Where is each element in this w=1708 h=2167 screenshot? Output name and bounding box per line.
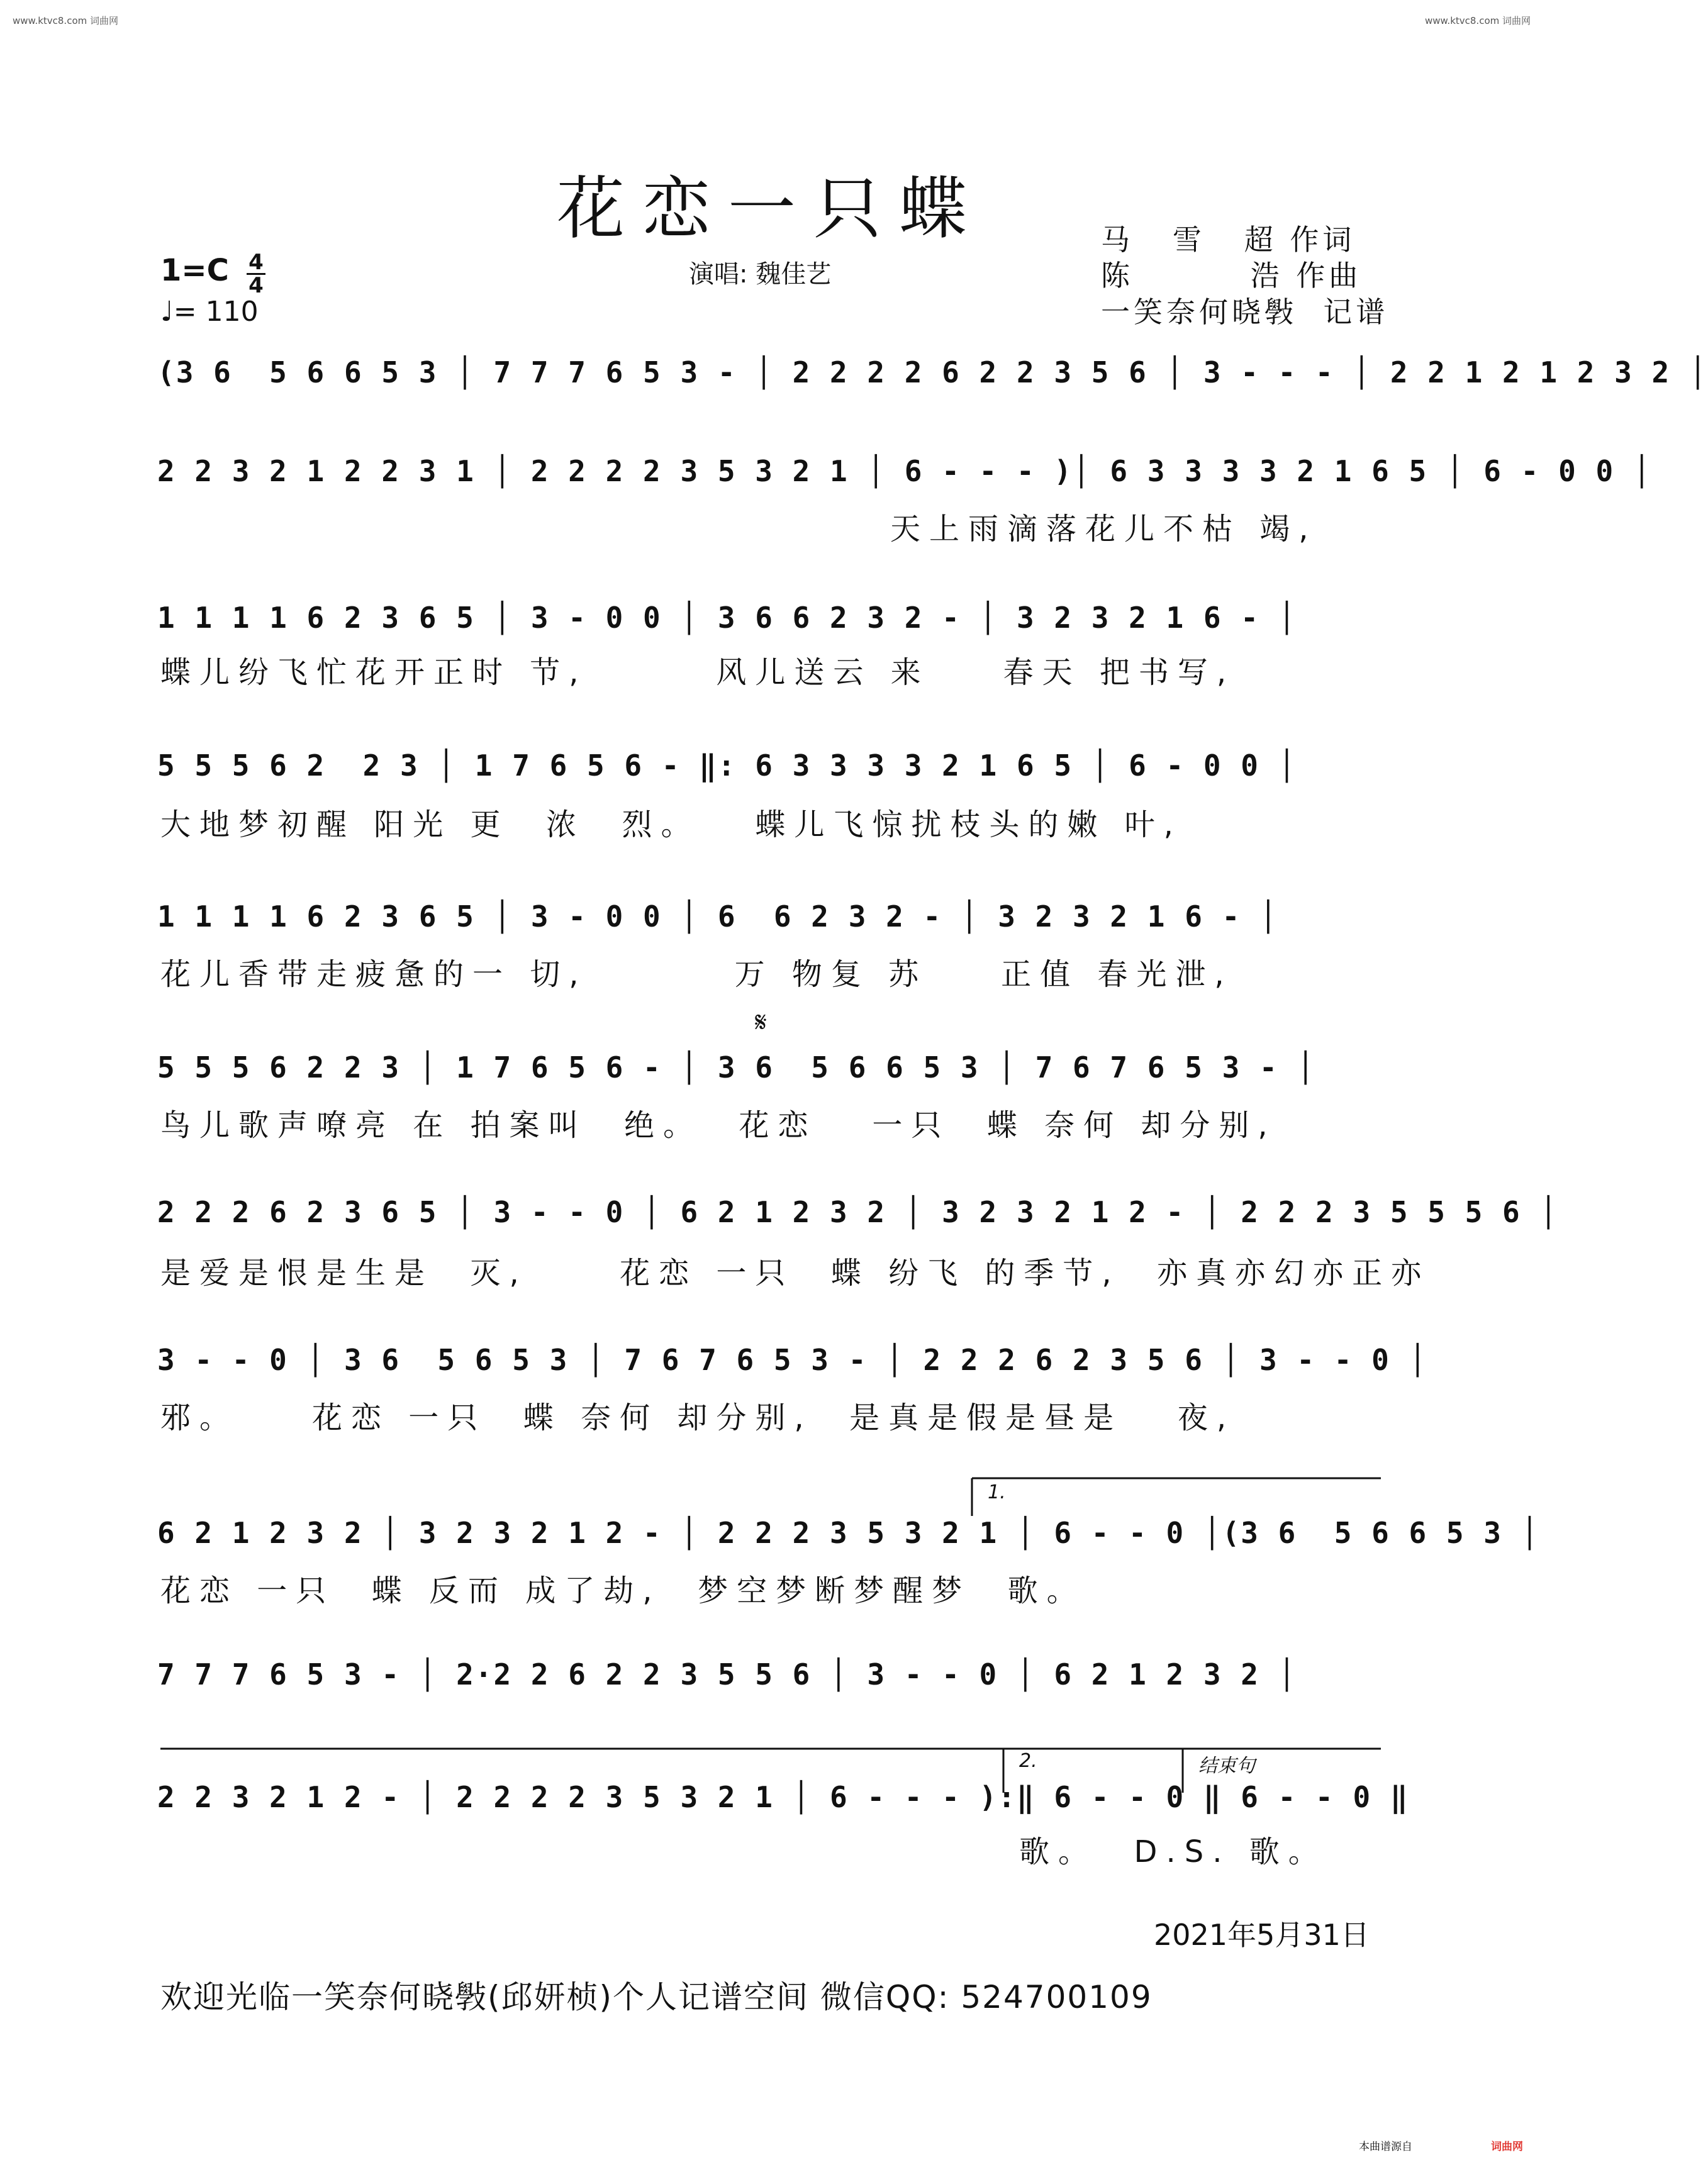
transcription-date: 2021年5月31日 xyxy=(1154,1918,1370,1952)
lyric-line-11: 歌。 D.S. 歌。 xyxy=(1019,1834,1327,1869)
key-signature: 1=C xyxy=(160,253,229,288)
lyric-line-4: 大地梦初醒 阳光 更 浓 烈。 蝶儿飞惊扰枝头的嫩 叶, xyxy=(160,807,1182,842)
time-signature xyxy=(247,252,265,296)
notation-line-5: 1 1 1 1 6 2 3 6 5 │ 3 - 0 0 │ 6 6 2 3 2 - │ 3 2 3 2 1 6 - │ xyxy=(157,900,1278,933)
segno-sign: 𝄋 xyxy=(755,1006,767,1039)
lyricist-credit: 马 雪 超 作词 xyxy=(1101,223,1356,257)
notation-line-3: 1 1 1 1 6 2 3 6 5 │ 3 - 0 0 │ 3 6 6 2 3 2 - │ 3 2 3 2 1 6 - │ xyxy=(157,601,1297,635)
bottom-source-label: 本曲谱源自 xyxy=(1359,2141,1412,2153)
composer-credit: 陈 浩 作曲 xyxy=(1101,259,1362,292)
time-signature-top: 4 xyxy=(248,250,264,275)
notation-line-2: 2 2 3 2 1 2 2 3 1 │ 2 2 2 2 3 5 3 2 1 │ 6 - - - )│ 6 3 3 3 3 2 1 6 5 │ 6 - 0 0 │ xyxy=(157,454,1652,488)
lyric-line-9: 花恋 一只 蝶 反而 成了劫, 梦空梦断梦醒梦 歌。 xyxy=(160,1573,1086,1608)
tempo-mark: ♩= 110 xyxy=(160,296,259,328)
volta-2-label: 2. xyxy=(1019,1750,1037,1772)
notation-line-6: 5 5 5 6 2 2 3 │ 1 7 6 5 6 - │ 3 6 5 6 6 5 3 │ 7 6 7 6 5 3 - │ xyxy=(157,1050,1316,1084)
site-watermark-left: www.ktvc8.com 词曲网 xyxy=(13,15,119,26)
notation-line-11: 2 2 3 2 1 2 - │ 2 2 2 2 3 5 3 2 1 │ 6 - - - ):‖ 6 - - 0 ‖ 6 - - 0 ‖ xyxy=(157,1780,1409,1814)
notation-line-9: 6 2 1 2 3 2 │ 3 2 3 2 1 2 - │ 2 2 2 3 5 3 2 1 │ 6 - - 0 │(3 6 5 6 6 5 3 │ xyxy=(157,1516,1540,1550)
lyric-line-7: 是爱是恨是生是 灭, 花恋 一只 蝶 纷飞 的季节, 亦真亦幻亦正亦 xyxy=(160,1256,1431,1291)
lyric-line-5: 花儿香带走疲惫的一 切, 万 物复 苏 正值 春光泄, xyxy=(160,957,1233,992)
lyric-line-8: 邪。 花恋 一只 蝶 奈何 却分别, 是真是假是昼是 夜, xyxy=(160,1400,1236,1435)
volta-1-label: 1. xyxy=(988,1481,1006,1503)
lyric-line-2: 天上雨滴落花儿不枯 竭, xyxy=(890,511,1317,547)
footer-note: 欢迎光临一笑奈何晓斅(邱妍桢)个人记谱空间 微信QQ: 524700109 xyxy=(160,1979,1153,2015)
notation-line-1: (3 6 5 6 6 5 3 │ 7 7 7 6 5 3 - │ 2 2 2 2 6 2 2 3 5 6 │ 3 - - - │ 2 2 1 2 1 2 3 2 │ xyxy=(157,355,1708,389)
notation-line-7: 2 2 2 6 2 3 6 5 │ 3 - - 0 │ 6 2 1 2 3 2 │ 3 2 3 2 1 2 - │ 2 2 2 3 5 5 5 6 │ xyxy=(157,1195,1559,1229)
bottom-brand-logo: 词曲网 xyxy=(1491,2141,1523,2153)
notation-line-4: 5 5 5 6 2 2 3 │ 1 7 6 5 6 - ‖: 6 3 3 3 3 2 1 6 5 │ 6 - 0 0 │ xyxy=(157,749,1297,783)
lyric-line-3: 蝶儿纷飞忙花开正时 节, 风儿送云 来 春天 把书写, xyxy=(160,655,1236,690)
transcriber-credit: 一笑奈何晓斅 记谱 xyxy=(1101,295,1389,329)
singer-credit: 演唱: 魏佳艺 xyxy=(689,260,832,289)
song-title: 花恋一只蝶 xyxy=(556,170,985,248)
notation-line-8: 3 - - 0 │ 3 6 5 6 5 3 │ 7 6 7 6 5 3 - │ 2 2 2 6 2 3 5 6 │ 3 - - 0 │ xyxy=(157,1343,1428,1377)
time-signature-bottom: 4 xyxy=(248,273,264,298)
ending-label: 结束句 xyxy=(1198,1755,1255,1777)
lyric-line-6: 鸟儿歌声嘹亮 在 拍案叫 绝。 花恋 一只 蝶 奈何 却分别, xyxy=(160,1108,1276,1143)
notation-line-10: 7 7 7 6 5 3 - │ 2·2 2 6 2 2 3 5 5 6 │ 3 - - 0 │ 6 2 1 2 3 2 │ xyxy=(157,1657,1297,1691)
site-watermark-right: www.ktvc8.com 词曲网 xyxy=(1425,15,1531,26)
